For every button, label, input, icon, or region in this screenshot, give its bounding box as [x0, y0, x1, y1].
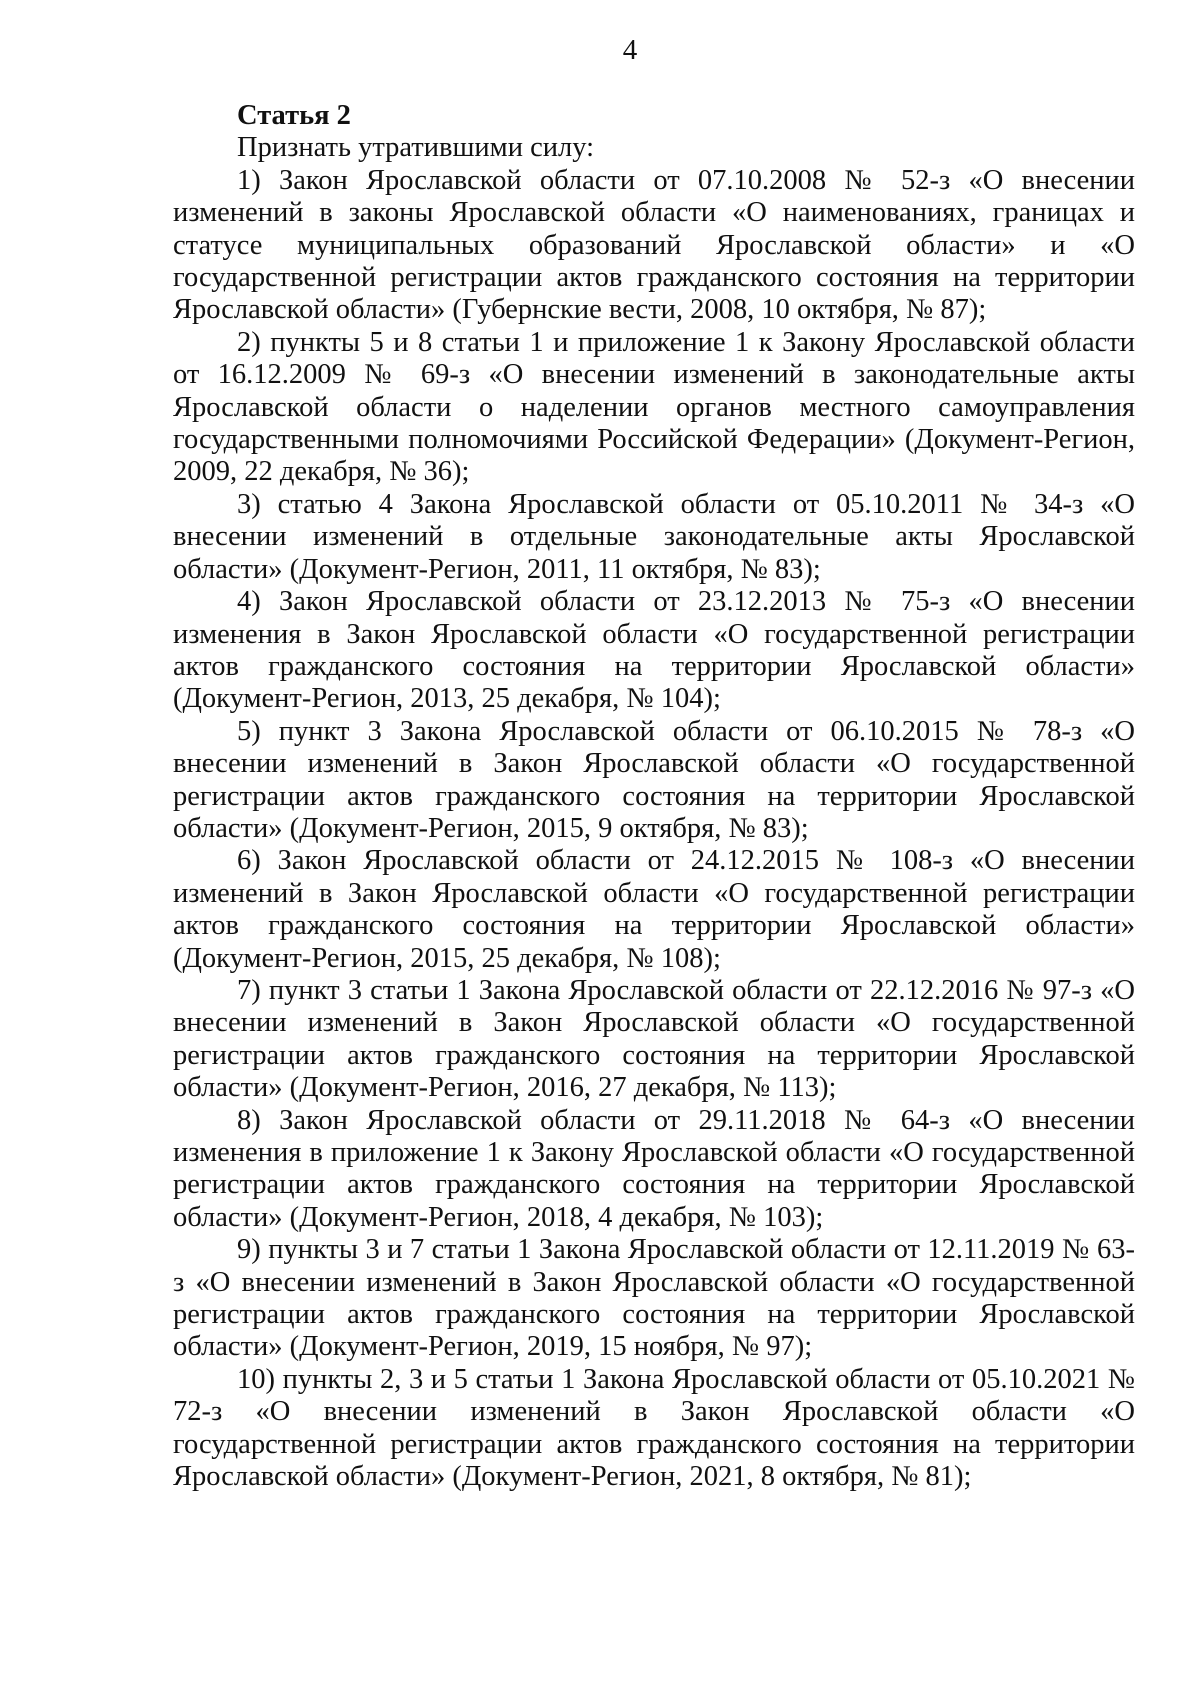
- article-heading: Статья 2: [237, 100, 351, 131]
- list-item: 2) пункты 5 и 8 статьи 1 и приложение 1 к Закону Ярославской области от 16.12.2009 № 69-з «О внесении изменений в законодательные акты Ярославской области о наделении органов местного самоуправления государственными полномочиями Российской Федерации» (Документ-Регион, 2009, 22 декабря, № 36);: [173, 326, 1135, 488]
- page-number: 4: [622, 34, 638, 66]
- list-item: 3) статью 4 Закона Ярославской области от 05.10.2011 № 34-з «О внесении изменений в отдельные законодательные акты Ярославской области» (Документ-Регион, 2011, 11 октября, № 83);: [173, 488, 1135, 585]
- article-intro: Признать утратившими силу:: [237, 132, 594, 164]
- list-item: 10) пункты 2, 3 и 5 статьи 1 Закона Ярославской области от 05.10.2021 № 72-з «О внесении изменений в Закон Ярославской области «О государственной регистрации актов гражданского состояния на территории Ярославской области» (Документ-Регион, 2021, 8 октября, № 81);: [173, 1363, 1135, 1493]
- list-item: 5) пункт 3 Закона Ярославской области от 06.10.2015 № 78-з «О внесении изменений в Закон Ярославской области «О государственной регистрации актов гражданского состояния на территории Ярославской области» (Документ-Регион, 2015, 9 октября, № 83);: [173, 715, 1135, 844]
- list-item: 7) пункт 3 статьи 1 Закона Ярославской области от 22.12.2016 № 97-з «О внесении изменений в Закон Ярославской области «О государственной регистрации актов гражданского состояния на территории Ярославской области» (Документ-Регион, 2016, 27 декабря, № 113);: [173, 974, 1135, 1104]
- document-body: [173, 100, 1135, 1493]
- list-item: 8) Закон Ярославской области от 29.11.2018 № 64-з «О внесении изменения в приложение 1 к Закону Ярославской области «О государственной регистрации актов гражданского состояния на территории Ярославской области» (Документ-Регион, 2018, 4 декабря, № 103);: [173, 1104, 1135, 1233]
- list-item: 9) пункты 3 и 7 статьи 1 Закона Ярославской области от 12.11.2019 № 63-з «О внесении изменений в Закон Ярославской области «О государственной регистрации актов гражданского состояния на территории Ярославской области» (Документ-Регион, 2019, 15 ноября, № 97);: [173, 1234, 1135, 1363]
- list-item: 6) Закон Ярославской области от 24.12.2015 № 108-з «О внесении изменений в Закон Ярославской области «О государственной регистрации актов гражданского состояния на территории Ярославской области» (Документ-Регион, 2015, 25 декабря, № 108);: [173, 845, 1135, 974]
- list-item: 4) Закон Ярославской области от 23.12.2013 № 75-з «О внесении изменения в Закон Ярославской области «О государственной регистрации актов гражданского состояния на территории Ярославской области» (Документ-Регион, 2013, 25 декабря, № 104);: [173, 586, 1135, 715]
- list-item: 1) Закон Ярославской области от 07.10.2008 № 52-з «О внесении изменений в законы Ярославской области «О наименованиях, границах и статусе муниципальных образований Ярославской области» и «О государственной регистрации актов гражданского состояния на территории Ярославской области» (Губернские вести, 2008, 10 октября, № 87);: [173, 164, 1135, 326]
